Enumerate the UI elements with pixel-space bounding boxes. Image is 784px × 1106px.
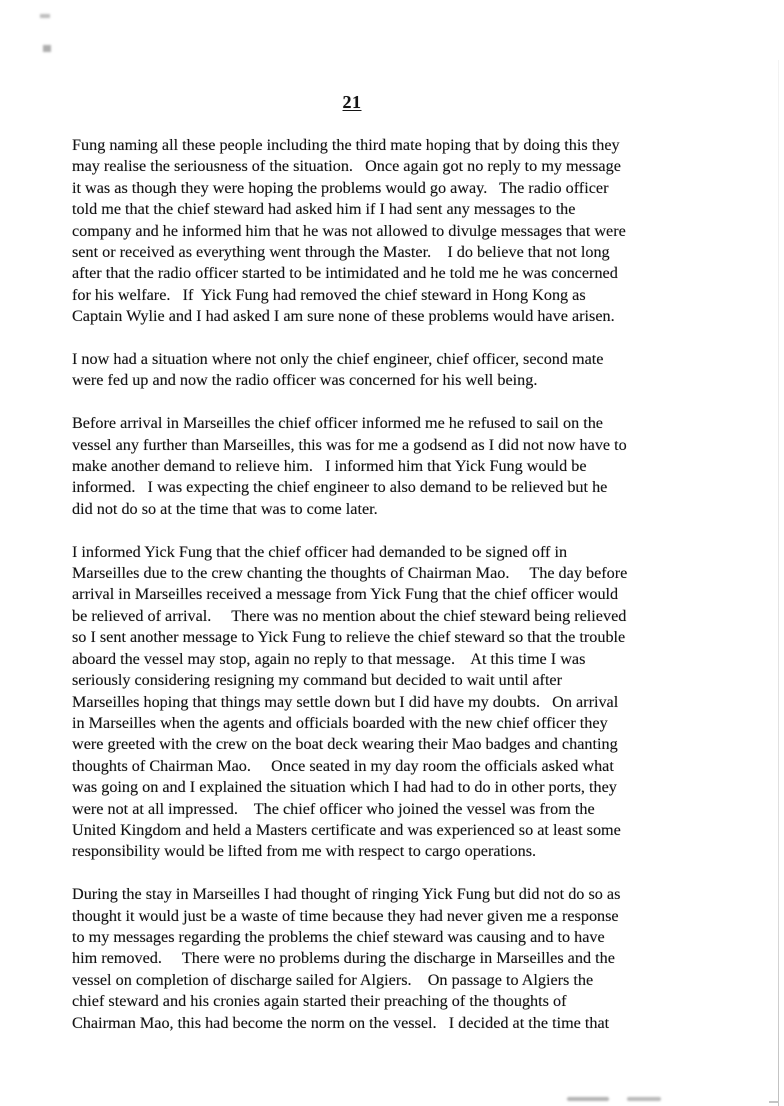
page-number: 21 <box>342 92 362 112</box>
text-line: vessel on completion of discharge sailed for Algiers. On passage to Algiers the <box>72 970 594 989</box>
scan-smudge-bottom-2 <box>627 1097 661 1101</box>
page-header <box>32 92 672 113</box>
text-line: so I sent another message to Yick Fung to relieve the chief steward so that the trouble <box>72 628 626 647</box>
text-line: in Marseilles when the agents and officials boarded with the new chief officer they <box>72 713 608 732</box>
text-line: thoughts of Chairman Mao. Once seated in my day room the officials asked what <box>72 756 614 775</box>
paragraph <box>72 135 740 328</box>
text-line: chief steward and his cronies again started their preaching of the thoughts of <box>72 992 567 1011</box>
text-line: were not at all impressed. The chief officer who joined the vessel was from the <box>72 799 595 818</box>
scan-smudge-bottom-1 <box>567 1097 609 1101</box>
scan-smudge-top-left-2 <box>43 45 51 52</box>
text-line: were fed up and now the radio officer was concerned for his well being. <box>72 371 538 390</box>
paragraph <box>72 413 740 520</box>
paragraph <box>72 349 740 392</box>
text-line: vessel any further than Marseilles, this was for me a godsend as I did not now have to <box>72 435 627 454</box>
text-line: it was as though they were hoping the problems would go away. The radio officer <box>72 178 609 197</box>
paragraph <box>72 542 740 863</box>
text-line: Marseilles due to the crew chanting the thoughts of Chairman Mao. The day before <box>72 564 628 583</box>
document-body <box>72 135 740 1055</box>
text-line: told me that the chief steward had asked him if I had sent any messages to the <box>72 200 576 219</box>
text-line: thought it would just be a waste of time because they had never given me a response <box>72 906 619 925</box>
text-line: Fung naming all these people including the third mate hoping that by doing this they <box>72 136 620 154</box>
text-line: sent or received as everything went through the Master. I do believe that not long <box>72 243 610 262</box>
text-line: responsibility would be lifted from me with respect to cargo operations. <box>72 842 537 861</box>
scan-edge-line <box>778 60 779 1106</box>
text-line: seriously considering resigning my command but decided to wait until after <box>72 671 563 690</box>
text-line: to my messages regarding the problems the chief steward was causing and to have <box>72 927 605 946</box>
text-line: I now had a situation where not only the chief engineer, chief officer, second mate <box>72 350 604 369</box>
text-line: was going on and I explained the situation which I had had to do in other ports, they <box>72 778 617 797</box>
text-line: Chairman Mao, this had become the norm on the vessel. I decided at the time that <box>72 1013 610 1032</box>
scan-edge-hook <box>769 1101 779 1103</box>
text-line: arrival in Marseilles received a message from Yick Fung that the chief officer would <box>72 585 619 604</box>
paragraph <box>72 884 740 1034</box>
text-line: did not do so at the time that was to come later. <box>72 499 378 518</box>
text-line: him removed. There were no problems during the discharge in Marseilles and the <box>72 949 615 968</box>
scan-smudge-top-left-1 <box>40 14 50 18</box>
text-line: may realise the seriousness of the situation. Once again got no reply to my message <box>72 157 621 176</box>
text-line: make another demand to relieve him. I informed him that Yick Fung would be <box>72 457 587 476</box>
text-line: Before arrival in Marseilles the chief officer informed me he refused to sail on the <box>72 414 603 433</box>
text-line: During the stay in Marseilles I had thought of ringing Yick Fung but did not do so as <box>72 885 621 904</box>
text-line: company and he informed him that he was not allowed to divulge messages that were <box>72 221 626 240</box>
text-line: aboard the vessel may stop, again no reply to that message. At this time I was <box>72 649 586 668</box>
text-line: after that the radio officer started to be intimidated and he told me he was concerned <box>72 264 618 283</box>
text-line: for his welfare. If Yick Fung had removed the chief steward in Hong Kong as <box>72 285 586 304</box>
text-line: United Kingdom and held a Masters certificate and was experienced so at least some <box>72 820 621 839</box>
text-line: be relieved of arrival. There was no mention about the chief steward being relieved <box>72 606 627 625</box>
text-line: Marseilles hoping that things may settle down but I did have my doubts. On arrival <box>72 692 619 711</box>
text-line: were greeted with the crew on the boat deck wearing their Mao badges and chanting <box>72 735 618 754</box>
text-line: informed. I was expecting the chief engineer to also demand to be relieved but he <box>72 478 608 497</box>
text-line: Captain Wylie and I had asked I am sure none of these problems would have arisen. <box>72 307 615 326</box>
text-line: I informed Yick Fung that the chief officer had demanded to be signed off in <box>72 542 568 561</box>
